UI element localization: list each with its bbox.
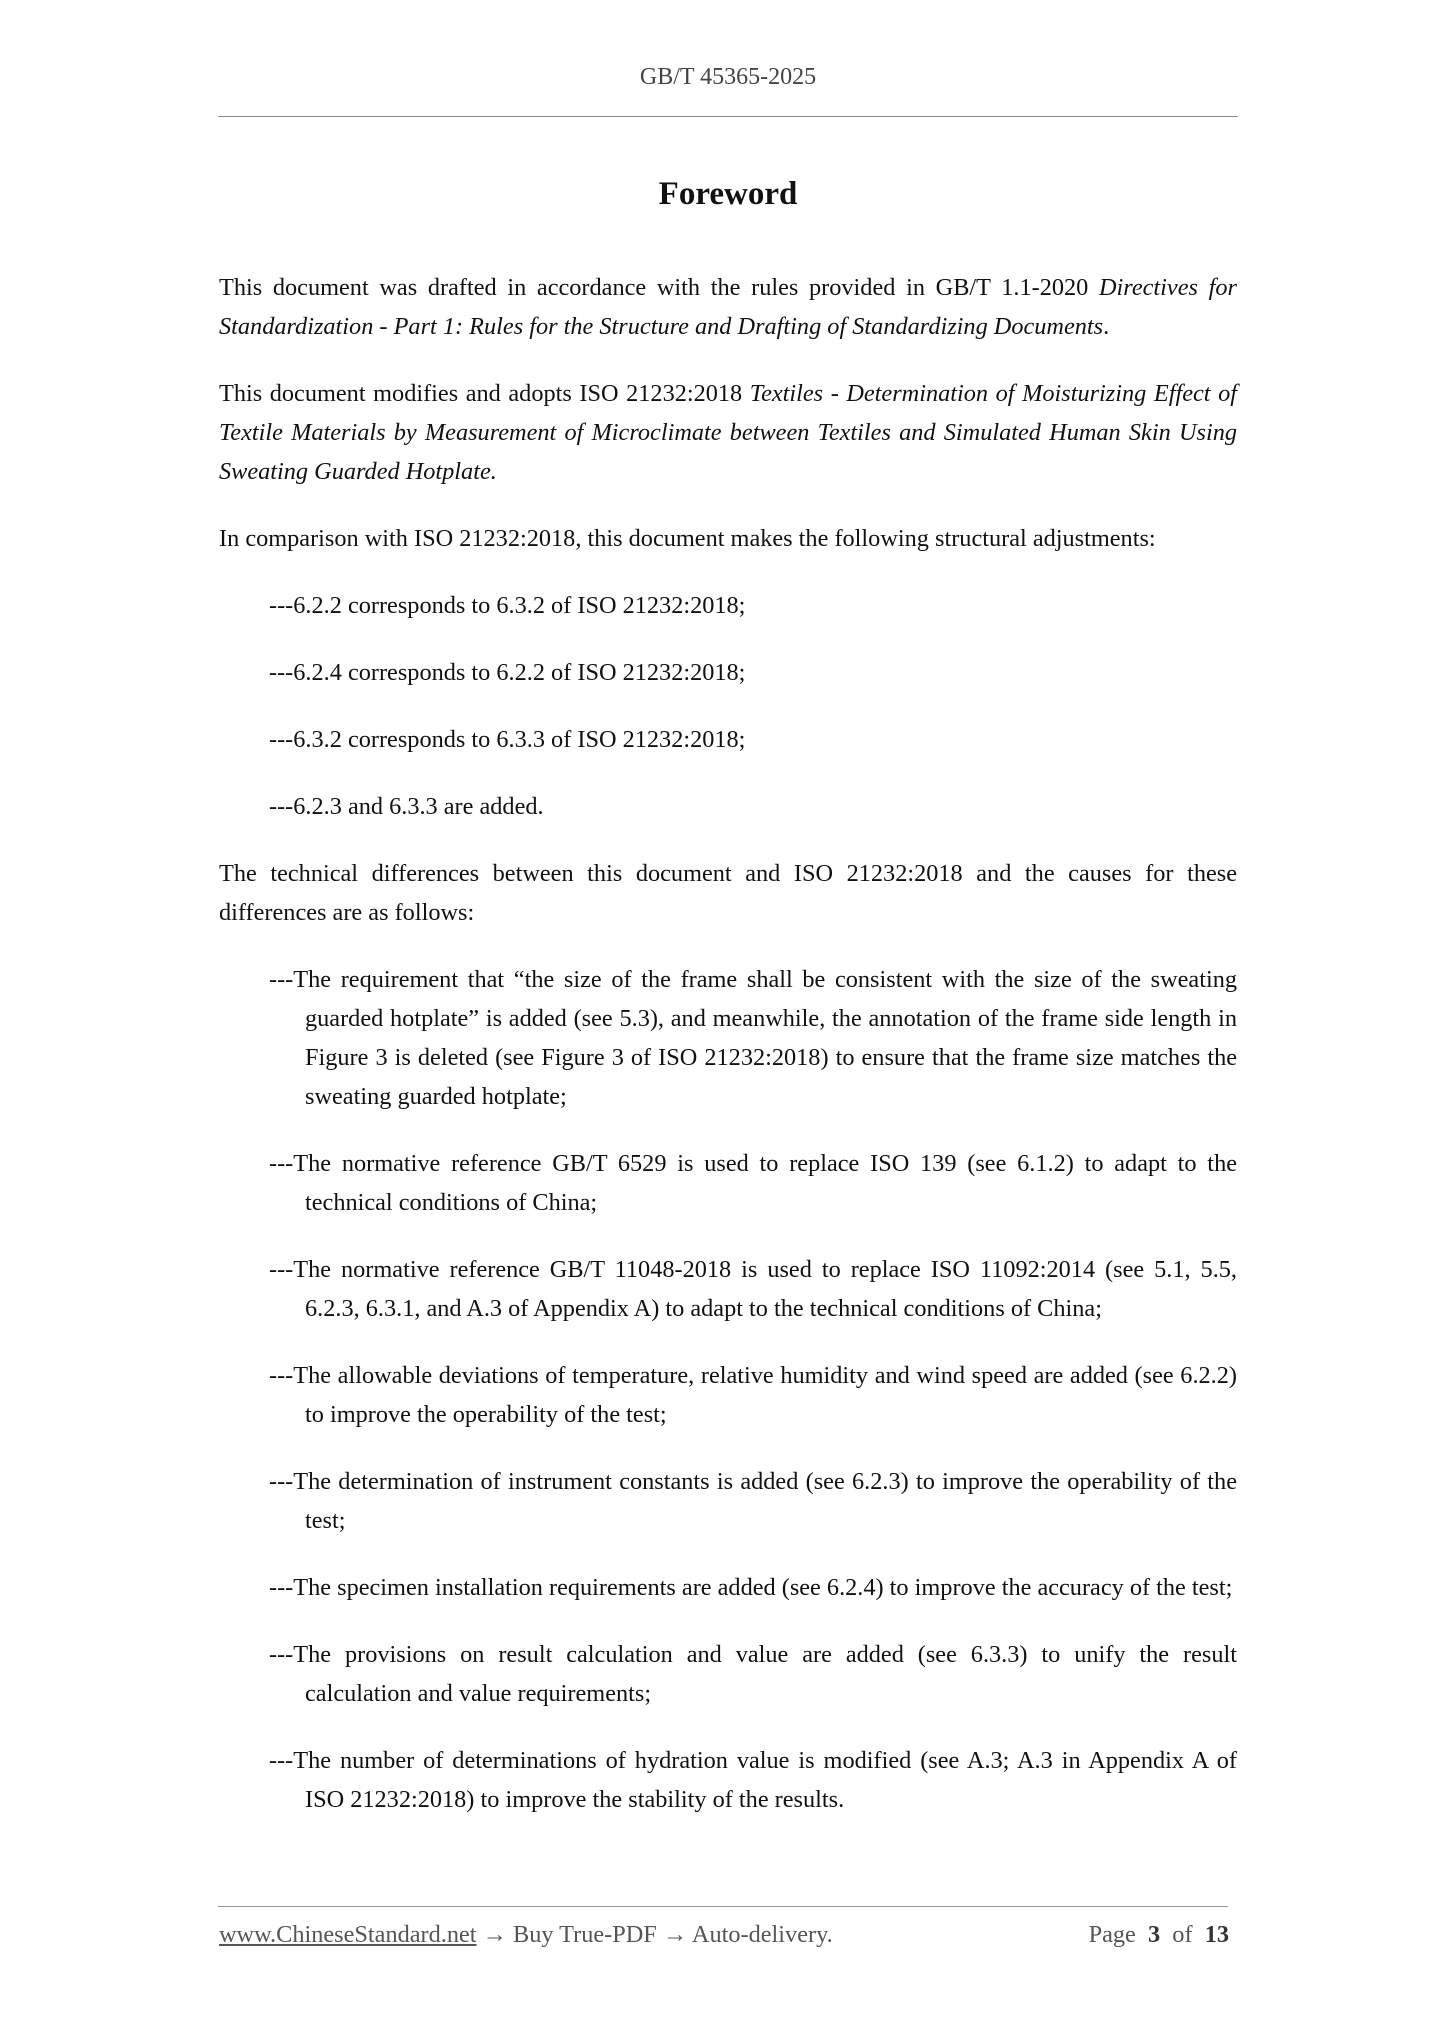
auto-delivery-text: Auto-delivery.	[691, 1921, 833, 1948]
arrow-right-icon: →	[656, 1921, 692, 1948]
header-divider	[218, 116, 1238, 117]
paragraph-italic-title: Directives for Standardization - Part 1: Rules for the Structure and Drafting of Standardizing Documents	[219, 274, 1237, 340]
page-total: 13	[1204, 1921, 1229, 1948]
list-item-technical: ---The requirement that “the size of the frame shall be consistent with the size of the sweating guarded hotplate” is added (see 5.3), and meanwhile, the annotation of the frame side length in Figure 3 is deleted (see Figure 3 of ISO 21232:2018) to ensure that the frame size matches the sweating guarded hotplate;	[269, 966, 1237, 1110]
page-number	[1089, 1921, 1229, 1949]
paragraph-text-end: .	[1103, 313, 1110, 340]
list-item-structural: ---6.2.2 corresponds to 6.3.2 of ISO 21232:2018;	[269, 592, 746, 619]
of-label: of	[1172, 1921, 1193, 1948]
list-item-structural: ---6.2.4 corresponds to 6.2.2 of ISO 21232:2018;	[269, 659, 746, 686]
paragraph-technical-intro: The technical differences between this document and ISO 21232:2018 and the causes for these differences are as follows:	[219, 860, 1237, 926]
list-item-technical: ---The normative reference GB/T 6529 is used to replace ISO 139 (see 6.1.2) to adapt to the technical conditions of China;	[269, 1150, 1237, 1216]
paragraph-structural-intro: In comparison with ISO 21232:2018, this document makes the following structural adjustments:	[219, 525, 1156, 552]
footer-divider	[218, 1906, 1228, 1907]
paragraph-text: This document modifies and adopts ISO 21232:2018	[219, 380, 750, 407]
page-current: 3	[1147, 1921, 1161, 1948]
buy-pdf-text: Buy True-PDF	[513, 1921, 657, 1948]
page-label: Page	[1088, 1921, 1136, 1948]
list-item-technical: ---The allowable deviations of temperature, relative humidity and wind speed are added (see 6.2.2) to improve the operability of the test;	[269, 1362, 1237, 1428]
page-title: Foreword	[658, 176, 798, 212]
paragraph-drafting-rules	[219, 268, 1237, 346]
list-item-structural: ---6.3.2 corresponds to 6.3.3 of ISO 21232:2018;	[269, 726, 746, 753]
document-body	[219, 268, 1237, 1847]
paragraph-adoption	[219, 374, 1237, 491]
list-item-technical: ---The specimen installation requirements are added (see 6.2.4) to improve the accuracy of the test;	[269, 1574, 1233, 1601]
footer-promo	[219, 1921, 833, 1949]
page-header-doc-number: GB/T 45365-2025	[639, 64, 817, 90]
list-item-technical: ---The provisions on result calculation and value are added (see 6.3.3) to unify the result calculation and value requirements;	[269, 1641, 1237, 1707]
site-link[interactable]: www.ChineseStandard.net	[219, 1921, 477, 1948]
list-item-technical: ---The normative reference GB/T 11048-2018 is used to replace ISO 11092:2014 (see 5.1, 5.5, 6.2.3, 6.3.1, and A.3 of Appendix A) to adapt to the technical conditions of China;	[269, 1256, 1237, 1322]
list-item-structural: ---6.2.3 and 6.3.3 are added.	[269, 793, 544, 820]
paragraph-text: This document was drafted in accordance with the rules provided in GB/T 1.1-2020	[219, 274, 1099, 301]
paragraph-italic-title: Textiles - Determination of Moisturizing Effect of Textile Materials by Measurement of Microclimate between Textiles and Simulated Human Skin Using Sweating Guarded Hotplate.	[219, 380, 1238, 485]
arrow-right-icon: →	[476, 1921, 513, 1948]
list-item-technical: ---The determination of instrument constants is added (see 6.2.3) to improve the operability of the test;	[269, 1468, 1237, 1534]
list-item-technical: ---The number of determinations of hydration value is modified (see A.3; A.3 in Appendix A of ISO 21232:2018) to improve the stability of the results.	[269, 1747, 1237, 1813]
